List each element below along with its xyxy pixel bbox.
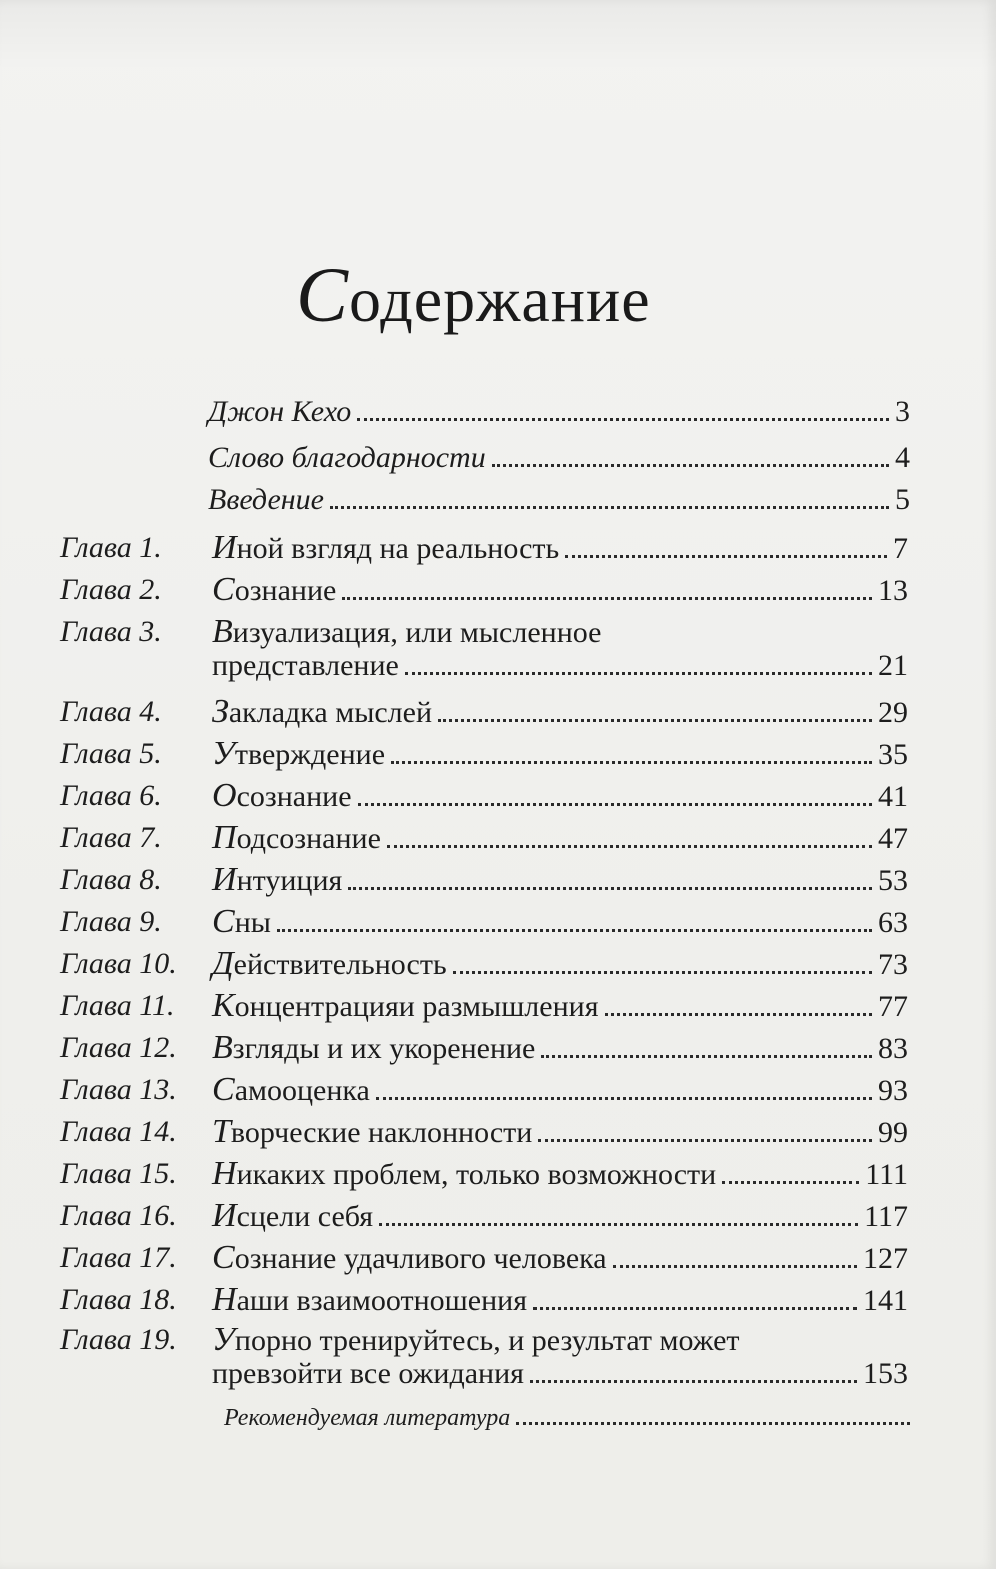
entry-title: Введение — [208, 483, 324, 516]
entry-title: Джон Кехо — [208, 395, 352, 428]
toc-entry[interactable] — [212, 1026, 908, 1071]
toc-entry[interactable] — [212, 568, 908, 613]
toc-row-chapter — [0, 568, 996, 612]
dot-leader — [330, 506, 889, 509]
dot-leader — [376, 1097, 872, 1100]
entry-page: 5 — [895, 483, 910, 516]
toc-row-chapter — [0, 816, 996, 860]
toc-entry[interactable] — [212, 816, 908, 861]
toc-row-front-1 — [0, 390, 996, 434]
toc-entry[interactable] — [212, 1278, 908, 1323]
toc-row-chapter — [0, 1278, 996, 1322]
entry-page: 127 — [863, 1242, 908, 1275]
toc-row-chapter — [0, 942, 996, 986]
entry-title-line1: Визуализация, или мысленное — [212, 613, 602, 650]
entry-page: 47 — [878, 822, 908, 855]
toc-row-chapter — [0, 858, 996, 902]
entry-page: 141 — [863, 1284, 908, 1317]
dot-leader — [541, 1055, 872, 1058]
chapter-label: Глава 9. — [60, 905, 162, 938]
chapter-label: Глава 11. — [60, 989, 175, 1022]
entry-page: 53 — [878, 864, 908, 897]
chapter-label: Глава 12. — [60, 1031, 177, 1064]
toc-entry[interactable] — [212, 526, 908, 571]
dot-leader — [438, 719, 872, 722]
dot-leader — [516, 1422, 910, 1425]
chapter-label: Глава 13. — [60, 1073, 177, 1106]
dot-leader — [357, 418, 889, 421]
toc-entry[interactable] — [212, 732, 908, 777]
toc-entry[interactable] — [212, 644, 908, 688]
dot-leader — [358, 803, 872, 806]
entry-page: 7 — [893, 532, 908, 565]
entry-title: Концентрацияи размышления — [212, 987, 599, 1024]
dot-leader — [387, 845, 872, 848]
chapter-label: Глава 14. — [60, 1115, 177, 1148]
entry-title-line2: представление — [212, 649, 399, 682]
entry-title: Закладка мыслей — [212, 693, 433, 730]
entry-title: Творческие наклонности — [212, 1113, 533, 1150]
toc-row-chapter — [0, 1194, 996, 1238]
toc-entry[interactable] — [212, 1236, 908, 1281]
toc-row-chapter — [0, 984, 996, 1028]
toc-row-back — [0, 1396, 996, 1440]
toc-row-chapter — [0, 1068, 996, 1112]
entry-page: 63 — [878, 906, 908, 939]
entry-page: 153 — [863, 1357, 908, 1390]
chapter-label: Глава 10. — [60, 947, 177, 980]
dot-leader — [613, 1265, 857, 1268]
entry-title: Утверждение — [212, 735, 386, 772]
entry-page: 29 — [878, 696, 908, 729]
entry-title: Слово благодарности — [208, 441, 486, 474]
toc-entry[interactable] — [212, 1068, 908, 1113]
chapter-label: Глава 16. — [60, 1199, 177, 1232]
entry-page: 4 — [895, 441, 910, 474]
entry-page: 35 — [878, 738, 908, 771]
toc-row-continuation — [0, 644, 996, 688]
entry-title: Осознание — [212, 777, 352, 814]
entry-page: 3 — [895, 395, 910, 428]
entry-page: 99 — [878, 1116, 908, 1149]
dot-leader — [605, 1013, 873, 1016]
toc-entry[interactable] — [224, 1396, 916, 1440]
dot-leader — [492, 464, 889, 467]
toc-entry[interactable] — [212, 690, 908, 735]
dot-leader — [342, 597, 872, 600]
chapter-label: Глава 6. — [60, 779, 162, 812]
toc-entry[interactable] — [208, 390, 910, 434]
dot-leader — [530, 1380, 857, 1383]
entry-title: Действительность — [212, 945, 447, 982]
entry-title: Интуиция — [212, 861, 343, 898]
dot-leader — [722, 1181, 859, 1184]
toc-row-chapter — [0, 1152, 996, 1196]
toc-entry[interactable] — [212, 1352, 908, 1396]
dot-leader — [565, 555, 887, 558]
dot-leader — [348, 887, 872, 890]
entry-title: Иной взгляд на реальность — [212, 529, 560, 566]
entry-page: 13 — [878, 574, 908, 607]
entry-title: Наши взаимоотношения — [212, 1281, 527, 1318]
toc-row-chapter — [0, 1026, 996, 1070]
toc-entry[interactable] — [208, 478, 910, 522]
entry-title: Сознание удачливого человека — [212, 1239, 607, 1276]
toc-row-chapter — [0, 774, 996, 818]
toc-row-chapter — [0, 526, 996, 570]
entry-title: Рекомендуемая литература — [224, 1405, 511, 1431]
toc-entry[interactable] — [212, 1110, 908, 1155]
chapter-label: Глава 7. — [60, 821, 162, 854]
entry-title-line1: Упорно тренируйтесь, и результат может — [212, 1321, 740, 1358]
toc-row-chapter — [0, 732, 996, 776]
entry-title: Самооценка — [212, 1071, 370, 1108]
chapter-label: Глава 18. — [60, 1283, 177, 1316]
dot-leader — [533, 1307, 857, 1310]
dot-leader — [277, 929, 872, 932]
toc-entry[interactable] — [212, 774, 908, 819]
toc-row-front-3 — [0, 478, 996, 522]
chapter-label: Глава 2. — [60, 573, 162, 606]
dot-leader — [538, 1139, 872, 1142]
toc-row-chapter — [0, 1236, 996, 1280]
chapter-label: Глава 17. — [60, 1241, 177, 1274]
toc-entry[interactable] — [212, 1152, 908, 1197]
entry-page: 117 — [864, 1200, 908, 1233]
toc-entry[interactable] — [212, 900, 908, 945]
entry-page: 83 — [878, 1032, 908, 1065]
toc-row-continuation — [0, 1352, 996, 1396]
chapter-label: Глава 15. — [60, 1157, 177, 1190]
entry-page: 93 — [878, 1074, 908, 1107]
entry-title: Исцели себя — [212, 1197, 374, 1234]
entry-page: 111 — [865, 1158, 908, 1191]
entry-title: Сознание — [212, 571, 337, 608]
chapter-label: Глава 8. — [60, 863, 162, 896]
toc-entry[interactable] — [212, 858, 908, 903]
entry-title: Взгляды и их укоренение — [212, 1029, 536, 1066]
entry-page: 77 — [878, 990, 908, 1023]
chapter-label: Глава 4. — [60, 695, 162, 728]
dot-leader — [391, 761, 872, 764]
entry-title-line2: превзойти все ожидания — [212, 1357, 524, 1390]
dot-leader — [379, 1223, 858, 1226]
toc-row-front-2 — [0, 436, 996, 480]
toc-entry[interactable] — [212, 1194, 908, 1239]
title-initial: С — [296, 251, 350, 338]
toc-entry[interactable] — [208, 436, 910, 480]
toc-entry[interactable] — [212, 984, 908, 1029]
chapter-label: Глава 19. — [60, 1323, 177, 1356]
chapter-label: Глава 1. — [60, 531, 162, 564]
entry-title: Подсознание — [212, 819, 381, 856]
toc-row-chapter — [0, 900, 996, 944]
toc-row-chapter — [0, 1110, 996, 1154]
title-rest: одержание — [349, 264, 651, 335]
entry-title: Никаких проблем, только возможности — [212, 1155, 717, 1192]
chapter-label: Глава 5. — [60, 737, 162, 770]
toc-row-chapter — [0, 690, 996, 734]
chapter-label: Глава 3. — [60, 615, 162, 648]
dot-leader — [405, 672, 872, 675]
dot-leader — [453, 971, 872, 974]
toc-entry[interactable] — [212, 942, 908, 987]
entry-page: 21 — [878, 649, 908, 682]
entry-page: 41 — [878, 780, 908, 813]
entry-page: 73 — [878, 948, 908, 981]
entry-title: Сны — [212, 903, 271, 940]
